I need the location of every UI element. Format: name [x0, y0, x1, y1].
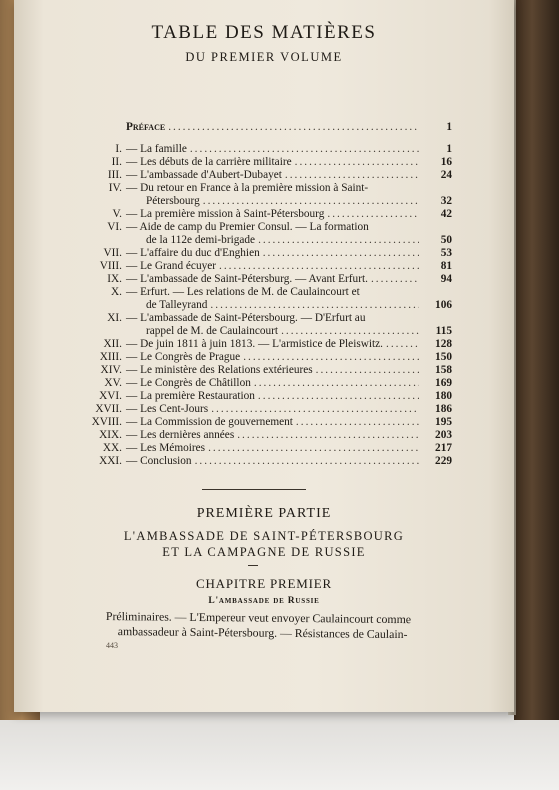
toc-chapter-number: XI. — [107, 312, 122, 324]
toc-entry-title: — Le Congrès de Prague — [126, 351, 241, 363]
toc-entry — [82, 338, 452, 351]
toc-chapter-number: XII. — [103, 338, 122, 350]
toc-entry-title: — La première Restauration — [126, 390, 255, 402]
chapter-subtitle: L'ambassade de Russie — [208, 596, 320, 606]
dot-leader — [285, 169, 419, 182]
toc-entry-title: — Le Congrès de Châtillon — [126, 377, 251, 389]
dot-leader — [211, 403, 419, 416]
toc-entry-title: — La famille — [126, 143, 187, 155]
toc-chapter-number: X. — [111, 286, 122, 298]
toc-page-number: 16 — [440, 156, 452, 168]
dot-leader — [254, 377, 419, 390]
part-subtitle-line-2: ET LA CAMPAGNE DE RUSSIE — [162, 545, 366, 559]
toc-page-number: 203 — [435, 429, 452, 441]
toc-chapter-number: V. — [112, 208, 122, 220]
dot-leader — [258, 390, 419, 403]
dot-leader — [327, 208, 419, 221]
dot-leader — [258, 234, 419, 247]
dot-leader — [281, 325, 419, 338]
toc-entry-title: — L'ambassade d'Aubert-Dubayet — [126, 169, 282, 181]
toc-entry-title: — L'ambassade de Saint-Pétersbourg. — D'Erfurt au — [126, 312, 366, 324]
dot-leader — [243, 351, 419, 364]
toc-page-number: 229 — [435, 455, 452, 467]
toc-entry — [82, 182, 452, 195]
dot-leader — [263, 247, 419, 260]
toc-page-number: 180 — [435, 390, 452, 402]
toc-entry — [82, 299, 452, 312]
toc-entry — [82, 169, 452, 182]
toc-chapter-number: VI. — [107, 221, 122, 233]
toc-chapter-number: VIII. — [99, 260, 122, 272]
toc-entry-title: — Conclusion — [126, 455, 192, 467]
toc-page-number: 115 — [435, 325, 452, 337]
toc-entry — [82, 416, 452, 429]
signature-mark: 443 — [106, 641, 118, 650]
table-surface — [0, 700, 559, 790]
toc-entry-title: Préface — [126, 121, 166, 133]
toc-chapter-number: XV. — [104, 377, 122, 389]
toc-entry — [82, 455, 452, 468]
toc-page-number: 195 — [435, 416, 452, 428]
toc-chapter-number: II. — [111, 156, 122, 168]
part-subtitle-line-1: L'AMBASSADE DE SAINT-PÉTERSBOURG — [123, 529, 405, 543]
toc-chapter-number: IV. — [108, 182, 122, 194]
toc-entry-title: — La Commission de gouvernement — [126, 416, 293, 428]
toc-entry — [82, 121, 452, 134]
toc-chapter-number: IX. — [107, 273, 122, 285]
toc-entry — [82, 286, 452, 299]
toc-entry-title: Pétersbourg — [146, 195, 200, 207]
toc-chapter-number: XX. — [102, 442, 122, 454]
toc-entry-title: — Erfurt. — Les relations de M. de Caulaincourt et — [126, 286, 360, 298]
dot-leader — [237, 429, 419, 442]
dot-leader — [386, 338, 419, 351]
toc-entry — [82, 143, 452, 156]
toc-chapter-number: III. — [107, 169, 122, 181]
dot-leader — [168, 121, 419, 134]
toc-entry — [82, 208, 452, 221]
toc-entry — [82, 377, 452, 390]
toc-entry — [82, 351, 452, 364]
dot-leader — [190, 143, 419, 156]
toc-entry-title: — Les Cent-Jours — [126, 403, 209, 415]
toc-page-number: 217 — [435, 442, 452, 454]
toc-entry — [82, 390, 452, 403]
page-title: TABLE DES MATIÈRES — [151, 22, 377, 43]
toc-entry — [82, 234, 452, 247]
part-subtitle — [14, 528, 514, 560]
toc-entry — [82, 364, 452, 377]
toc-entry-title: de la 112e demi-brigade — [146, 234, 256, 246]
chapter-summary-line-1: Préliminaires. — L'Empereur veut envoyer Caulaincourt comme — [105, 609, 412, 627]
dot-leader — [210, 299, 419, 312]
toc-page-number: 32 — [440, 195, 452, 207]
toc-entry — [82, 442, 452, 455]
toc-chapter-number: XXI. — [99, 455, 122, 467]
dot-leader — [203, 195, 419, 208]
toc-entry-title: — L'ambassade de Saint-Pétersburg. — Avant Erfurt. — [126, 273, 368, 285]
toc-entry-title: — Le Grand écuyer — [126, 260, 217, 272]
dot-leader — [371, 273, 419, 286]
toc-entry — [82, 403, 452, 416]
toc-entry-title: de Talleyrand — [146, 299, 208, 311]
toc-chapter-number: VII. — [103, 247, 122, 259]
book-spine — [514, 0, 559, 720]
toc-page-number: 106 — [435, 299, 452, 311]
toc-page-number: 1 — [446, 143, 452, 155]
book-page — [14, 0, 514, 712]
toc-chapter-number: XVII. — [95, 403, 122, 415]
toc-entry-title: — Les débuts de la carrière militaire — [126, 156, 292, 168]
toc-page-number: 150 — [435, 351, 452, 363]
dot-leader — [219, 260, 419, 273]
dot-leader — [295, 156, 419, 169]
toc-entry — [82, 247, 452, 260]
page-subtitle: DU PREMIER VOLUME — [185, 50, 343, 64]
toc-entry-title: — Les Mémoires — [126, 442, 206, 454]
toc-chapter-number: XIX. — [99, 429, 122, 441]
toc-entry — [82, 156, 452, 169]
toc-page-number: 81 — [440, 260, 452, 272]
toc-entry-title: — De juin 1811 à juin 1813. — L'armistice de Pleiswitz. — [126, 338, 384, 350]
toc-entry-title: — Du retour en France à la première mission à Saint- — [126, 182, 369, 194]
toc-entry-title: rappel de M. de Caulaincourt — [146, 325, 279, 337]
toc-entry-title: — Aide de camp du Premier Consul. — La formation — [126, 221, 369, 233]
toc-entry-title: — L'affaire du duc d'Enghien — [126, 247, 260, 259]
toc-entry — [82, 429, 452, 442]
toc-page-number: 1 — [446, 121, 452, 133]
toc-page-number: 42 — [440, 208, 452, 220]
table-of-contents — [82, 121, 452, 468]
part-title: PREMIÈRE PARTIE — [196, 506, 332, 521]
section-divider — [202, 489, 306, 490]
small-divider — [248, 565, 258, 566]
toc-chapter-number: I. — [115, 143, 122, 155]
toc-entry-title: — Les dernières années — [126, 429, 235, 441]
toc-chapter-number: XIV. — [100, 364, 122, 376]
toc-entry — [82, 312, 452, 325]
toc-chapter-number: XIII. — [99, 351, 122, 363]
toc-entry — [82, 221, 452, 234]
dot-leader — [208, 442, 419, 455]
toc-entry — [82, 273, 452, 286]
toc-page-number: 50 — [440, 234, 452, 246]
toc-page-number: 94 — [440, 273, 452, 285]
toc-entry — [82, 325, 452, 338]
toc-entry-title: — La première mission à Saint-Pétersbourg — [126, 208, 325, 220]
chapter-summary-line-2: ambassadeur à Saint-Pétersbourg. — Résistances de Caulain- — [117, 624, 408, 642]
toc-page-number: 24 — [440, 169, 452, 181]
toc-entry-title: — Le ministère des Relations extérieures — [126, 364, 313, 376]
toc-page-number: 128 — [435, 338, 452, 350]
toc-page-number: 53 — [440, 247, 452, 259]
toc-chapter-number: XVI. — [99, 390, 122, 402]
toc-page-number: 158 — [435, 364, 452, 376]
toc-page-number: 169 — [435, 377, 452, 389]
dot-leader — [195, 455, 419, 468]
toc-entry — [82, 260, 452, 273]
dot-leader — [296, 416, 419, 429]
dot-leader — [316, 364, 419, 377]
toc-entry — [82, 195, 452, 208]
chapter-title: CHAPITRE PREMIER — [196, 576, 332, 591]
toc-page-number: 186 — [435, 403, 452, 415]
chapter-summary — [106, 609, 436, 642]
toc-chapter-number: XVIII. — [91, 416, 122, 428]
